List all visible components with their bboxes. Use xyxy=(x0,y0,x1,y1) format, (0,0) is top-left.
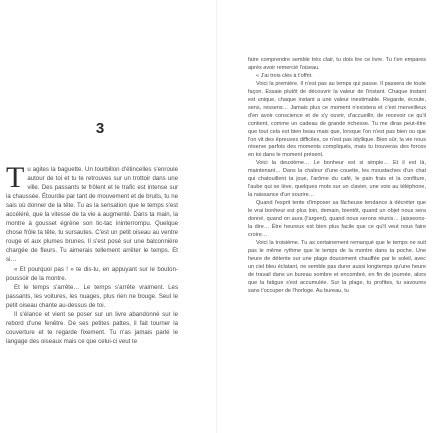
paragraph: Voici la troisième. Tu as certainement remarqué que le temps ne suit pas le même rythme que le temps de la montre dans ta poche. Une heure de détente sur une plage doucement chauffée par le soleil, avec un ciel bleu éclatant, ne semble pas durer aussi longtemps qu'une heure de travail dans un bureau sombre et encombré, en fin de journée, alors que la fatigue s'est accumulée. Sur la plage, tu profites, tu savoures sans t'occuper de l'horloge. Au bureau, tu xyxy=(248,239,426,294)
paragraph: « J'ai trois clés à t'offrir. xyxy=(256,72,313,79)
paragraph: faire comprendre semble très clair, tu dois lire ce livre. Tu t'en empares après avoir remercié l'oiseau. xyxy=(248,57,426,71)
paragraph: Voici la première. Il n'est pas au temps qui passe. Il passera de toute façon. Essaie plutôt de découvrir la valeur de l'instant. Chaque instant est unique, chaque instant a une valeur inestimable. Regarde, écoute, sens, ressens… Jamais plus ce moment n'existera et c'est merveilleux d'en avoir conscience et de s'y ouvrir, d'accueillir, de recevoir ce qu'il contient, comme un cadeau de grande richesse. Tu me diras peut-être que tout cela est bien beau mais que, lorsque l'on n'est pas bien ou que l'on vit des épreuves difficiles, ce n'est pas idyllique. Bien sûr, la vie nous réserve parfois des moments compliqués, mais tu trouveras des forces en toi dans le moment présent. xyxy=(248,80,426,159)
paragraph: Voici la deuxième… Le bonheur est si simple… Et il est là, maintenant… Dans la chaleur d'une couette, les moustaches d'un chat qui chatouillent ta joue, l'arôme du café, le pain frais et la confiture, l'aube qui se lève, quelques mots sur un clavier, une voix au téléphone, la naissance d'un sourire… xyxy=(248,160,426,199)
left-page-text xyxy=(6,161,178,346)
paragraph-text: u agites la baguette. Un tourbillon d'étincelles s'enroule autour de toi et tu te retrouves sur un trottoir dans une ville. Des passants te frôlent et le trafic est intense sur la chaussée. Étourdie par tant de mouvement et de bruits, tu ne sais où donner de la tête. Tu as la sensation que le temps s'est accéléré, que la vitesse de ta vie a augmenté. Dans ta main, la montre à gousset égrène son tic-tac ininterrompu. Quelque chose frôle ta tête, tu sursautes. C'est un petit oiseau au ventre rouge et aux plumes brunes. Il s'est posé sur une balconnière chargée de fleurs. Tu aimerais tellement arrêter le temps. Et si… xyxy=(6,166,178,264)
left-page xyxy=(0,0,216,433)
paragraph: Quand l'esprit tente d'imposer sa fâcheuse tendance à décréter que le vrai bonheur est plus loin, demain, bientôt, quand un objet nous sera donné, quand on aura (l'argent), quand nous serons réunis… (aisseons-la dire… Être heureux est bien plus facile que ce qu'il veut nous faire croire… xyxy=(248,200,426,238)
chapter-number: 3 xyxy=(95,120,105,137)
paragraph xyxy=(6,161,178,265)
paragraph: Il s'élance et vient se poser sur un livre abandonné sur le rebord d'une fenêtre. De ses petites pattes, il fait tourner la couverture et te regarde fixement. Tu n'as jamais parlé le langage des oiseaux mais ce que celui-ci veut te xyxy=(6,310,178,345)
right-page xyxy=(217,0,433,433)
paragraph: « Et pourquoi pas ! » te dis-tu, en appuyant sur le bouton-poussoir de la montre. xyxy=(6,265,178,282)
paragraph: Et le temps s'arrête… Le temps s'arrête vraiment. Les passants, les voitures, les nuages, plus rien ne bouge. Seul le petit oiseau chante au-dessus de toi. xyxy=(6,283,178,309)
right-page-text xyxy=(248,57,426,296)
drop-cap: T xyxy=(6,161,25,194)
